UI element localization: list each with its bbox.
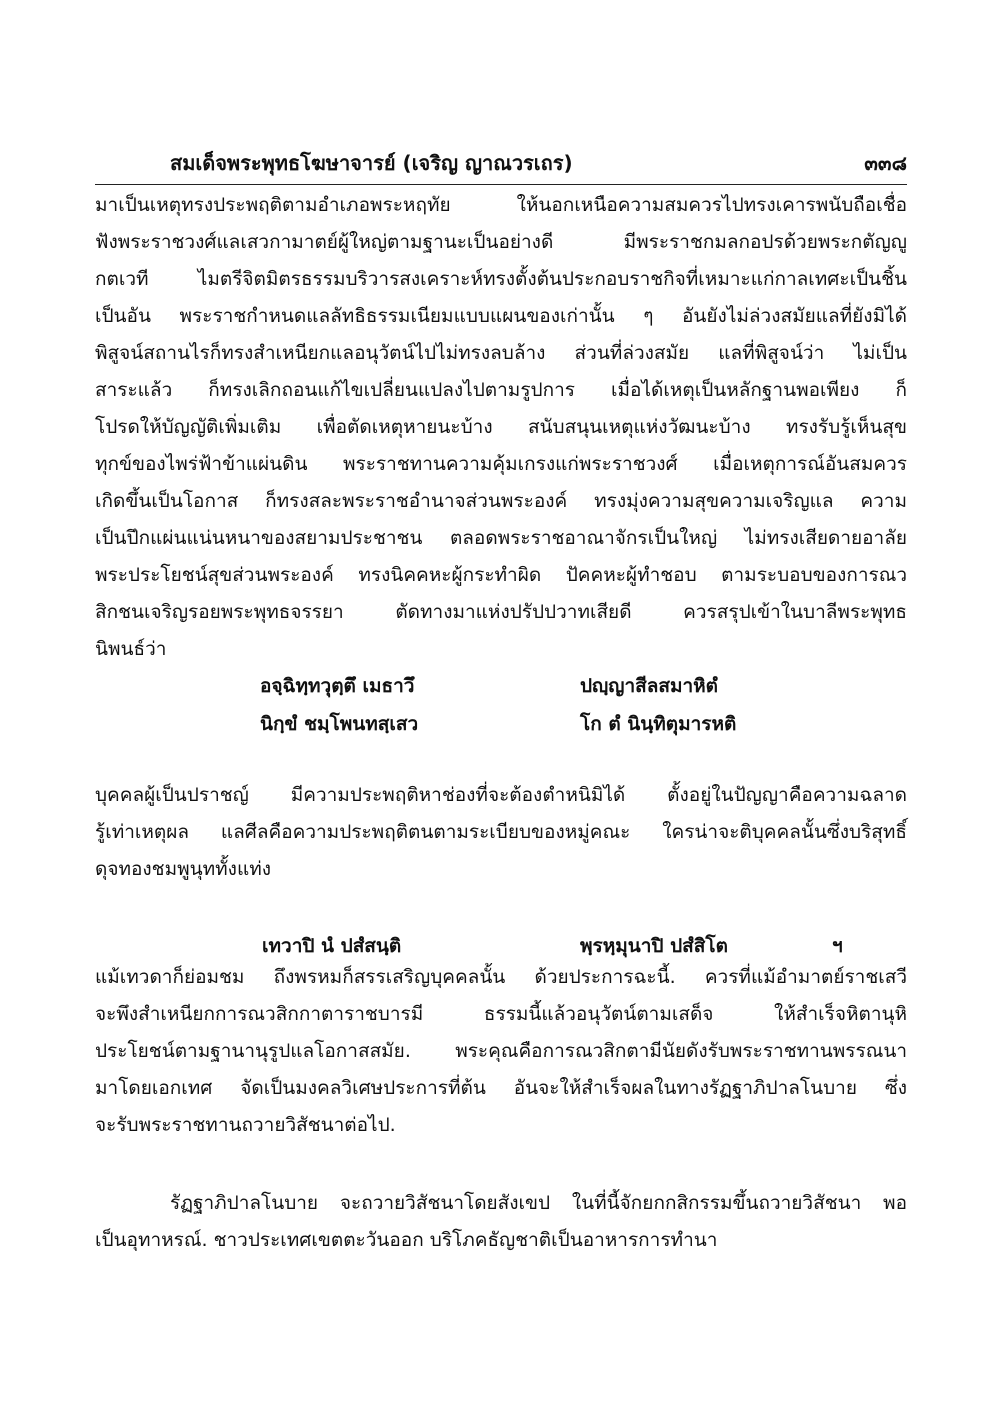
- paragraph-line: พระประโยชน์สุขส่วนพระองค์ ทรงนิคคหะผู้กระทำผิด ปัคคหะผู้ทำชอบ ตามระบอบของการณว: [95, 564, 907, 586]
- paragraph-line: มาเป็นเหตุทรงประพฤติตามอำเภอพระหฤทัย ให้นอกเหนือความสมควรไปทรงเคารพนับถือเชื่อ: [95, 194, 907, 216]
- paragraph-line: พิสูจน์สถานไรก็ทรงสำเหนียกแลอนุวัตน์ไปไม่ทรงลบล้าง ส่วนที่ล่วงสมัย แลที่พิสูจน์ว่า ไม่เป็น: [95, 342, 907, 364]
- paragraph-line: นิพนธ์ว่า: [95, 638, 167, 660]
- verse-line-2-right: โก ตํ นินฺทิตุมารหติ: [580, 713, 737, 735]
- paragraph-line: ดุจทองชมพูนุททั้งแท่ง: [95, 858, 271, 880]
- page-number: ๓๓๘: [864, 151, 907, 175]
- verse-2-mark: ฯ: [832, 935, 843, 957]
- paragraph-line: สิกชนเจริญรอยพระพุทธจรรยา ตัดทางมาแห่งปรัปปวาทเสียดี ควรสรุปเข้าในบาลีพระพุทธ: [95, 601, 907, 623]
- paragraph-line: รู้เท่าเหตุผล แลศีลคือความประพฤติตนตามระเบียบของหมู่คณะ ใครน่าจะติบุคคลนั้นซึ่งบริสุทธิ์: [95, 821, 907, 843]
- paragraph-line: ประโยชน์ตามฐานานุรูปแลโอกาสสมัย. พระคุณคือการณวสิกตามีนัยดังรับพระราชทานพรรณนา: [95, 1040, 907, 1062]
- paragraph-line: เป็นอัน พระราชกำหนดแลลัทธิธรรมเนียมแบบแผนของเก่านั้น ๆ อันยังไม่ล่วงสมัยแลที่ยังมิได้: [95, 305, 907, 327]
- paragraph-line: เป็นอุทาหรณ์. ชาวประเทศเขตตะวันออก บริโภคธัญชาติเป็นอาหารการทำนา: [95, 1229, 718, 1251]
- paragraph-line: ฟังพระราชวงศ์แลเสวกามาตย์ผู้ใหญ่ตามฐานะเป็นอย่างดี มีพระราชกมลกอปรด้วยพระกตัญญู: [95, 231, 907, 253]
- paragraph-line: จะพึงสำเหนียกการณวสิกกาตาราชบารมี ธรรมนี้แล้วอนุวัตน์ตามเสด็จ ให้สำเร็จหิตานุหิ: [95, 1003, 907, 1025]
- page-header: [95, 148, 907, 182]
- paragraph-line: แม้เทวดาก็ย่อมชม ถึงพรหมก็สรรเสริญบุคคลนั้น ด้วยประการฉะนี้. ควรที่แม้อำมาตย์ราชเสวี: [95, 966, 907, 988]
- paragraph-line: จะรับพระราชทานถวายวิสัชนาต่อไป.: [95, 1114, 396, 1136]
- paragraph-line: รัฏฐาภิปาลโนบาย จะถวายวิสัชนาโดยสังเขป ในที่นี้จักยกกสิกรรมขึ้นถวายวิสัชนา พอ: [170, 1192, 907, 1214]
- paragraph-line: เกิดขึ้นเป็นโอกาส ก็ทรงสละพระราชอำนาจส่วนพระองค์ ทรงมุ่งความสุขความเจริญแล ความ: [95, 490, 907, 512]
- header-title: สมเด็จพระพุทธโฆษาจารย์ (เจริญ ญาณวรเถร): [170, 151, 573, 175]
- verse-2-left: เทวาปิ นํ ปสํสนฺติ: [262, 935, 402, 957]
- paragraph-line: เป็นปึกแผ่นแน่นหนาของสยามประชาชน ตลอดพระราชอาณาจักรเป็นใหญ่ ไม่ทรงเสียดายอาลัย: [95, 527, 907, 549]
- paragraph-line: สาระแล้ว ก็ทรงเลิกถอนแก้ไขเปลี่ยนแปลงไปตามรูปการ เมื่อได้เหตุเป็นหลักฐานพอเพียง ก็: [95, 379, 907, 401]
- verse-line-1-right: ปญฺญาสีลสมาหิตํ: [580, 675, 719, 697]
- paragraph-line: บุคคลผู้เป็นปราชญ์ มีความประพฤติหาช่องที่จะต้องตำหนิมิได้ ตั้งอยู่ในปัญญาคือความฉลาด: [95, 784, 907, 806]
- paragraph-line: มาโดยเอกเทศ จัดเป็นมงคลวิเศษประการที่ต้น อันจะให้สำเร็จผลในทางรัฏฐาภิปาลโนบาย ซึ่ง: [95, 1077, 907, 1099]
- header-rule: [95, 184, 907, 185]
- verse-2-right: พฺรหฺมุนาปิ ปสํสิโต: [580, 935, 728, 957]
- paragraph-line: โปรดให้บัญญัติเพิ่มเติม เพื่อตัดเหตุหายนะบ้าง สนับสนุนเหตุแห่งวัฒนะบ้าง ทรงรับรู้เห็นสุข: [95, 416, 907, 438]
- verse-line-2-left: นิกฺขํ ชมฺโพนทสฺเสว: [260, 713, 419, 735]
- verse-line-1-left: อจฺฉิทฺทวุตฺตึ เมธาวึ: [260, 675, 415, 697]
- paragraph-line: ทุกข์ของไพร่ฟ้าข้าแผ่นดิน พระราชทานความคุ้มเกรงแก่พระราชวงศ์ เมื่อเหตุการณ์อันสมควร: [95, 453, 907, 475]
- paragraph-line: กตเวที ไมตรีจิตมิตรธรรมบริวารสงเคราะห์ทรงตั้งต้นประกอบราชกิจที่เหมาะแก่กาลเทศะเป็นชิ้น: [95, 268, 907, 290]
